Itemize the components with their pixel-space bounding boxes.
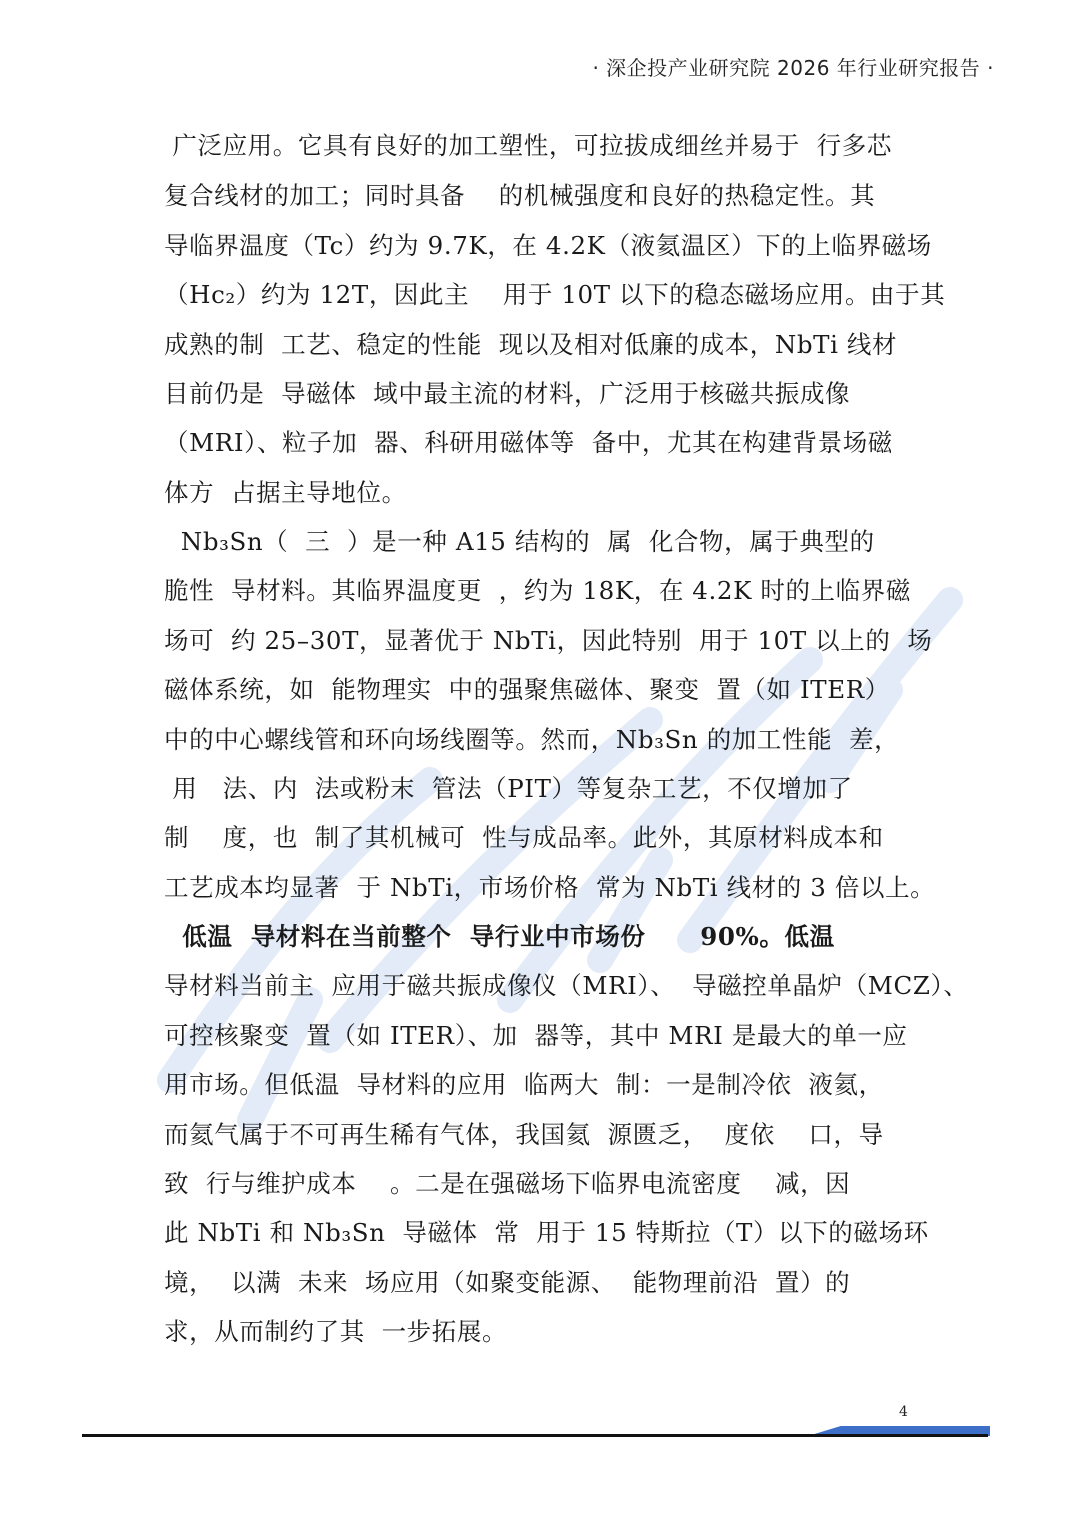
text-line: 导临界温度（Tc）约为 9.7K，在 4.2K（液氦温区）下的上临界磁场 — [164, 231, 932, 260]
text-line: 体方 占据主导地位。 — [164, 478, 407, 507]
text-line: 而氦气属于不可再生稀有气体，我国氦 源匮乏， 度依 口，导 — [164, 1120, 884, 1149]
report-header: · 深企投产业研究院 2026 年行业研究报告 · — [592, 56, 994, 80]
text-line: 用市场。但低温 导材料的应用 临两大 制：一是制冷依 液氦， — [164, 1070, 884, 1099]
text-line: 复合线材的加工；同时具备 的机械强度和良好的热稳定性。其 — [164, 181, 876, 210]
text-line: 制 度，也 制了其机械可 性与成品率。此外，其原材料成本和 — [164, 823, 884, 852]
text-line: 求，从而制约了其 一步拓展。 — [164, 1317, 508, 1346]
text-line: 成熟的制 工艺、稳定的性能 现以及相对低廉的成本，NbTi 线材 — [164, 330, 898, 359]
text-line: 此 NbTi 和 Nb₃Sn 导磁体 常 用于 15 特斯拉（T）以下的磁场环 — [164, 1218, 929, 1247]
text-line: 可控核聚变 置（如 ITER）、加 器等，其中 MRI 是最大的单一应 — [164, 1021, 908, 1050]
text-line: 境， 以满 未来 场应用（如聚变能源、 能物理前沿 置）的 — [164, 1268, 851, 1297]
text-line: （MRI）、粒子加 器、科研用磁体等 备中，尤其在构建背景场磁 — [164, 428, 893, 457]
text-line: 场可 约 25–30T，显著优于 NbTi，因此特别 用于 10T 以上的 场 — [164, 626, 933, 655]
text-line: 脆性 导材料。其临界温度更 ，约为 18K，在 4.2K 时的上临界磁 — [164, 576, 911, 605]
text-line: 目前仍是 导磁体 域中最主流的材料，广泛用于核磁共振成像 — [164, 379, 851, 408]
text-line: 磁体系统，如 能物理实 中的强聚焦磁体、聚变 置（如 ITER） — [164, 675, 890, 704]
text-line: 用 法、内 法或粉末 管法（PIT）等复杂工艺，不仅增加了 — [164, 774, 853, 803]
footer-rule — [82, 1434, 988, 1437]
text-line-bold: 低温 导材料在当前整个 导行业中市场份 90%。低温 — [164, 922, 835, 951]
page-number: 4 — [899, 1404, 908, 1420]
text-line: 中的中心螺线管和环向场线圈等。然而，Nb₃Sn 的加工性能 差， — [164, 725, 900, 754]
text-line: Nb₃Sn（ 三 ）是一种 A15 结构的 属 化合物，属于典型的 — [164, 527, 875, 556]
text-line: 广泛应用。它具有良好的加工塑性，可拉拔成细丝并易于 行多芯 — [164, 131, 892, 160]
text-line: 致 行与维护成本 。二是在强磁场下临界电流密度 减，因 — [164, 1169, 851, 1198]
text-line: 导材料当前主 应用于磁共振成像仪（MRI）、 导磁控单晶炉（MCZ）、 — [164, 971, 969, 1000]
text-line: 工艺成本均显著 于 NbTi，市场价格 常为 NbTi 线材的 3 倍以上。 — [164, 873, 936, 902]
text-line: （Hc₂）约为 12T，因此主 用于 10T 以下的稳态磁场应用。由于其 — [164, 280, 946, 309]
